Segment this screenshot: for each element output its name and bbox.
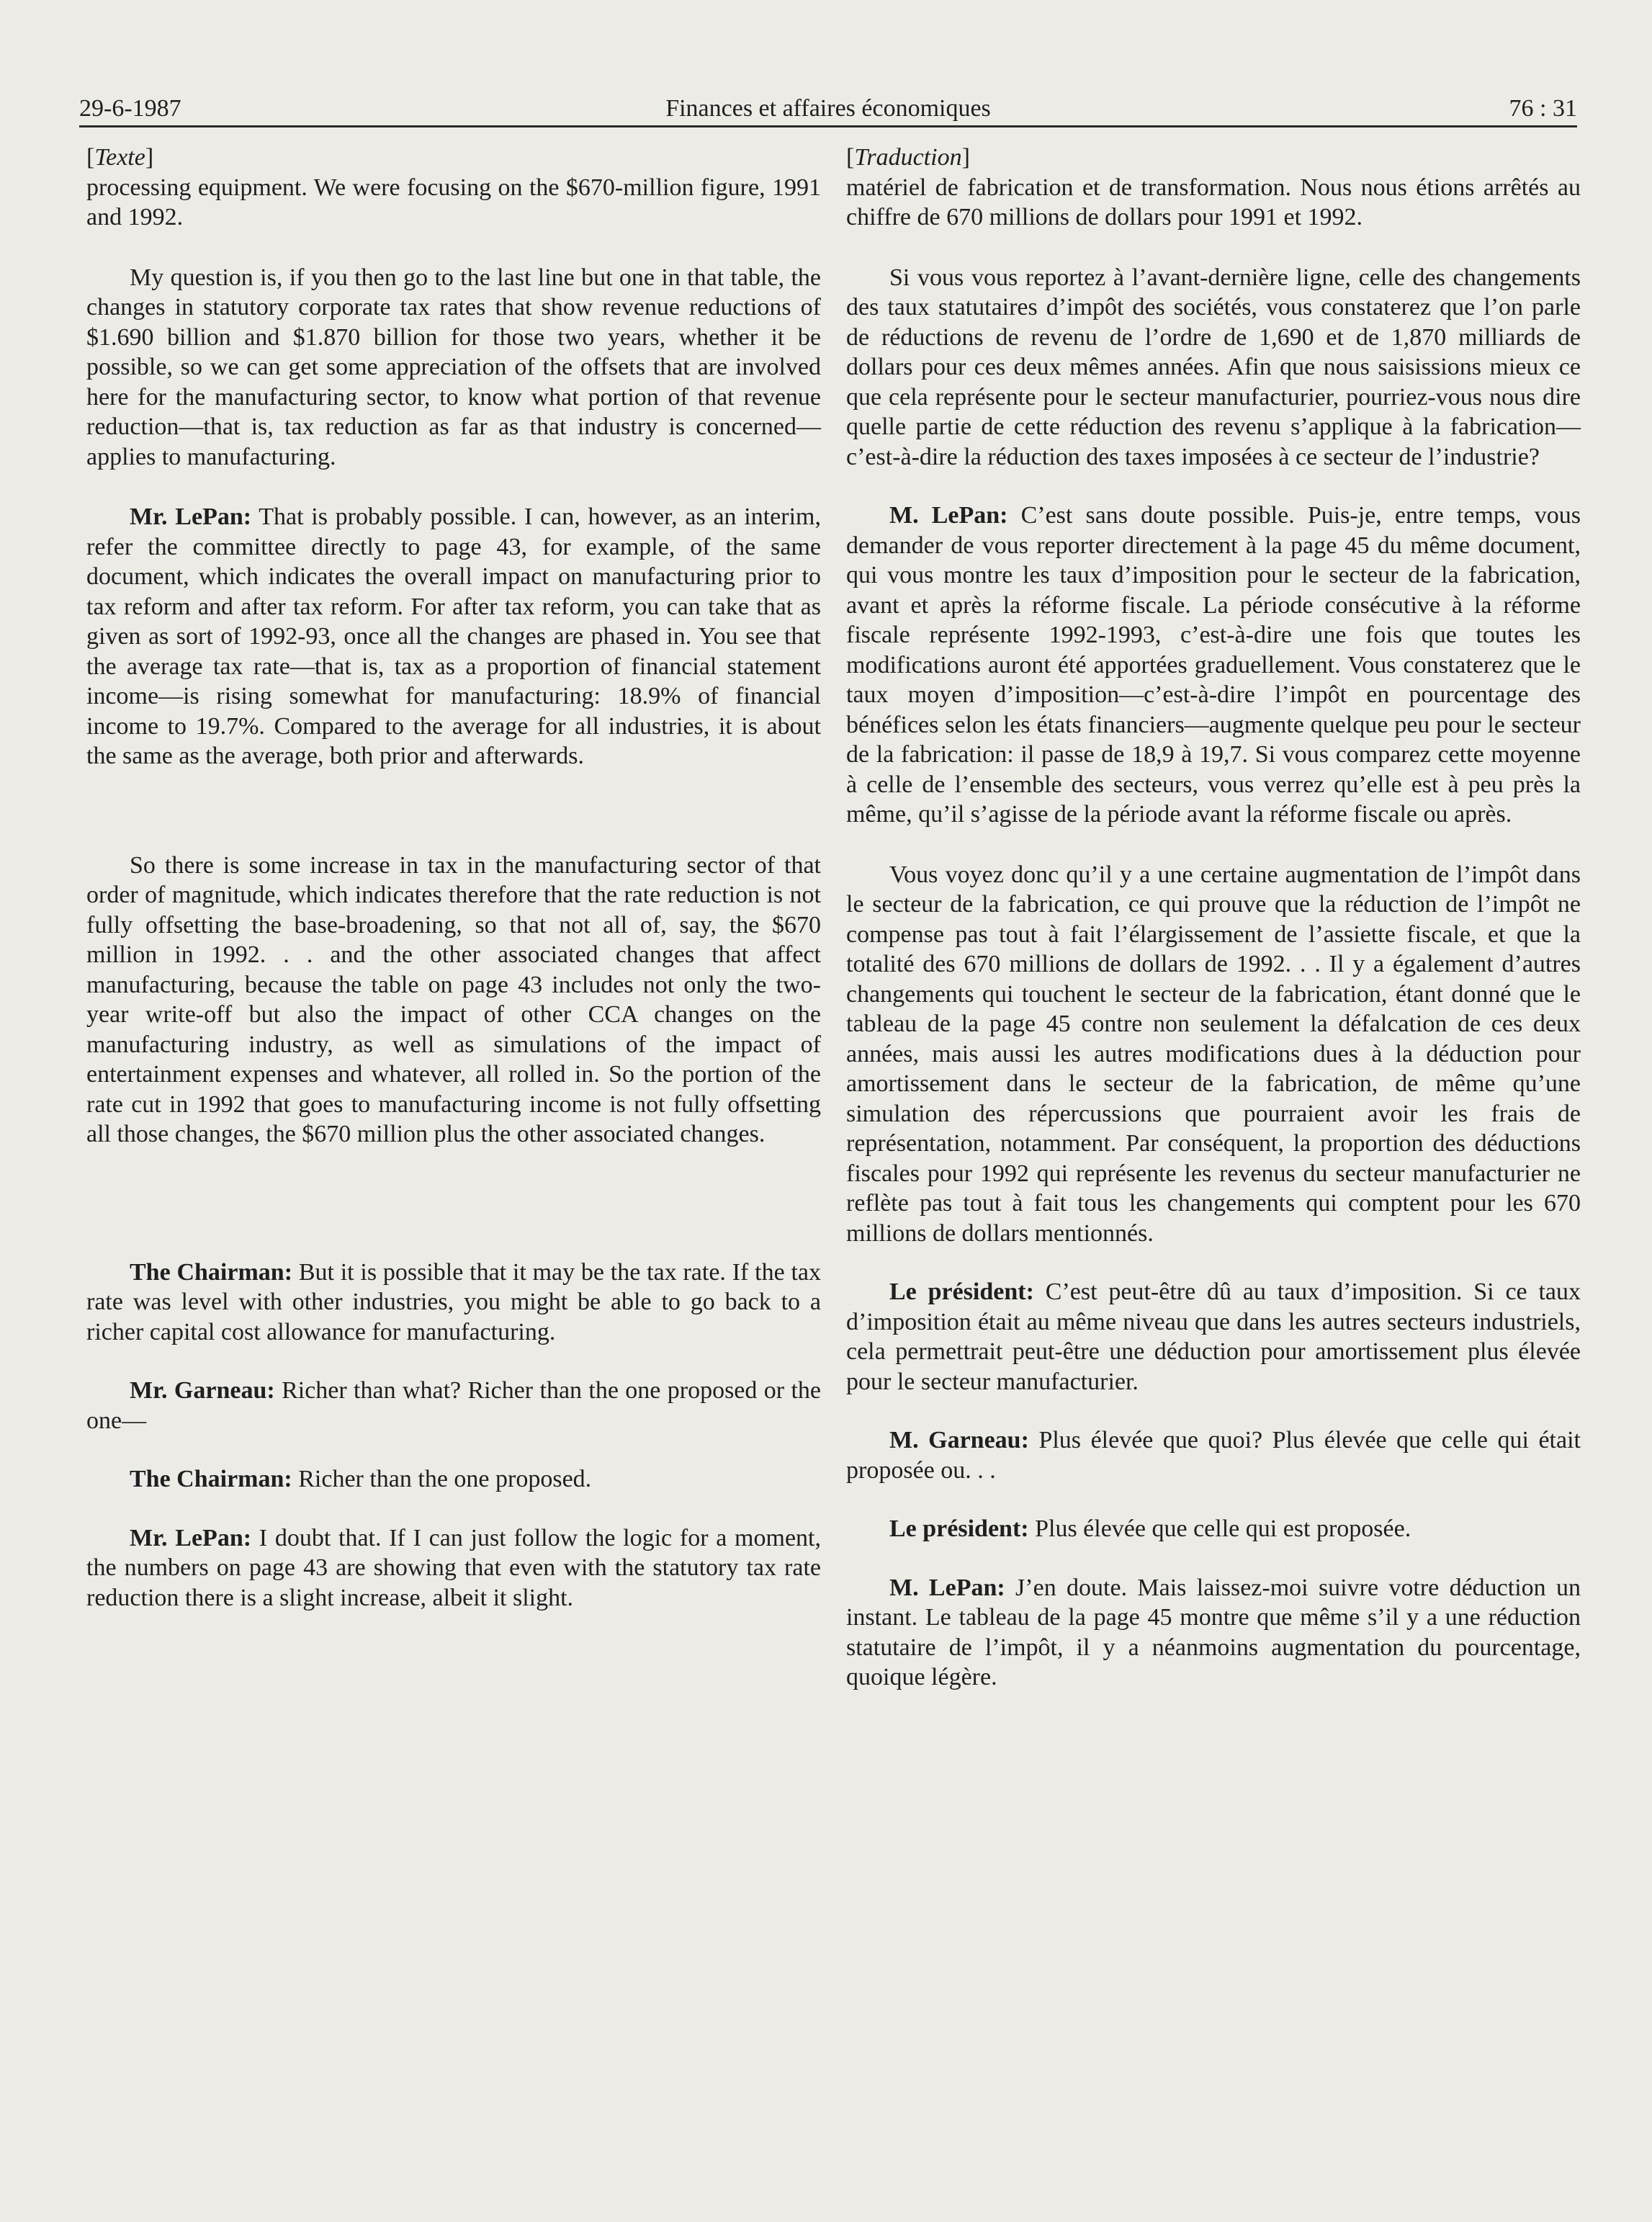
tag-text: Traduction [854, 144, 962, 171]
paragraph-7 [846, 1514, 1581, 1544]
language-tag-english: [Texte] [86, 144, 154, 171]
speech-text: But it is possible that it may be the tax rate. If the tax rate was level with other industries, you might be able to go back to a richer capital cost allowance for manufacturing. [86, 1258, 822, 1345]
language-tag-french: [Traduction] [846, 144, 970, 171]
speech-text: Richer than the one proposed. [292, 1466, 592, 1492]
french-column [846, 143, 1581, 1693]
paragraph-1: processing equipment. We were focusing on the $670-million figure, 1991 and 1992. [86, 174, 821, 230]
speech-text: That is probably possible. I can, however, as an interim, refer the committee directly to page 43, for example, of the same document, which indicates the overall impact on manufacturing prior to tax reform and after tax reform. For after tax reform, you can take that as given as sort of 1992-93, once all the changes are phased in. You see that the average tax rate—that is, tax as a proportion of financial statement income—is rising somewhat for manufacturing: 18.9% of financial income to 19.7%. Compared to the average for all industries, it is about the same as the average, both prior and afterwards. [86, 503, 821, 769]
paragraph-5 [86, 1258, 821, 1348]
header-page-number: 76 : 31 [1509, 95, 1577, 122]
paragraph-2: Si vous vous reportez à l’avant-dernière ligne, celle des changements des taux statutaires d’impôt des sociétés, vous constaterez que l’on parle de réductions de revenu de l’ordre de 1,690 et de 1,870 milliards de dollars pour ces deux mêmes années. Afin que nous saisissions mieux ce que cela représente pour le secteur manufacturier, pourriez-vous nous dire quelle partie de cette réduction des revenu s’applique à la fabrication—c’est-à-dire la réduction des taxes imposées à ce secteur de l’industrie? [846, 264, 1581, 470]
speech-text: Richer than what? Richer than the one proposed or the one— [86, 1377, 821, 1434]
speech-text: Plus élevée que celle qui est proposée. [1028, 1515, 1411, 1542]
paragraph-1: matériel de fabrication et de transformation. Nous nous étions arrêtés au chiffre de 670 millions de dollars pour 1991 et 1992. [846, 174, 1581, 230]
speaker-name: Le président: [889, 1515, 1029, 1542]
paragraph-4: Vous voyez donc qu’il y a une certaine augmentation de l’impôt dans le secteur de la fabrication, ce qui prouve que la réduction de l’impôt ne compense pas tout à fait l’élargissement de l’assiette fiscale, et que la totalité des 670 millions de dollars de 1992. . . Il y a également d’autres changements qui touchent le secteur de la fabrication, étant donné que le tableau de la page 45 contre non seulement la défalcation de ces deux années, mais aussi les autres modifications dues à la déduction pour amortissement dans le secteur de la fabrication, de même qu’une simulation des répercussions que pourraient avoir les frais de représentation, notamment. Par conséquent, la proportion des déductions fiscales pour 1992 qui représente les revenus du secteur manufacturier ne reflète pas tout à fait tous les changements qui comptent pour les 670 millions de dollars mentionnés. [846, 861, 1581, 1247]
speaker-name: Mr. Garneau: [130, 1377, 275, 1404]
paragraph-4: So there is some increase in tax in the manufacturing sector of that order of magnitude, which indicates therefore that the rate reduction is not fully offsetting the base-broadening, so that not all of, say, the $670 million in 1992. . . and the other associated changes that affect manufacturing, because the table on page 43 includes not only the two-year write-off but also the impact of other CCA changes on the manufacturing industry, as well as simulations of the impact of entertainment expenses and whatever, all rolled in. So the portion of the rate cut in 1992 that goes to manufacturing income is not fully offsetting all those changes, the $670 million plus the other associated changes. [86, 851, 821, 1147]
speaker-name: The Chairman: [130, 1258, 293, 1286]
speech-text: I doubt that. If I can just follow the logic for a moment, the numbers on page 43 are showing that even with the statutory tax rate reduction there is a slight increase, albeit it slight. [86, 1524, 821, 1611]
paragraph-2: My question is, if you then go to the last line but one in that table, the changes in statutory corporate tax rates that show revenue reductions of $1.690 billion and $1.870 billion for those two years, whether it be possible, so we can get some appreciation of the offsets that are involved here for the manufacturing sector, to know what portion of that revenue reduction—that is, tax reduction as far as that industry is concerned—applies to manufacturing. [86, 264, 821, 470]
speech-text: Plus élevée que quoi? Plus élevée que celle qui était proposée ou. . . [846, 1427, 1581, 1484]
header-title: Finances et affaires économiques [665, 95, 991, 122]
speech-text: C’est sans doute possible. Puis-je, entre temps, vous demander de vous reporter directement à la page 45 du même document, qui vous montre les taux d’imposition pour le secteur de la fabrication, avant et après la réforme fiscale. La période consécutive à la réforme fiscale représente 1992-1993, c’est-à-dire une fois que toutes les modifications auront été apportées graduellement. Vous constaterez que le taux moyen d’imposition—c’est-à-dire l’impôt en pourcentage des bénéfices selon les états financiers—augmente quelque peu pour le secteur de la fabrication: il passe de 18,9 à 19,7. Si vous comparez cette moyenne à celle de l’ensemble des secteurs, vous verrez qu’elle est à peu près la même, qu’il s’agisse de la période avant la réforme fiscale ou après. [846, 502, 1581, 828]
speech-text: J’en doute. Mais laissez-moi suivre votre déduction un instant. Le tableau de la page 45 montre que même s’il y a une réduction statutaire de l’impôt, il y a néanmoins augmentation du pourcentage, quoique légère. [846, 1574, 1581, 1690]
speaker-name: M. Garneau: [889, 1427, 1029, 1453]
paragraph-6 [86, 1376, 821, 1435]
paragraph-8 [846, 1573, 1581, 1693]
paragraph-6 [846, 1425, 1581, 1485]
speaker-name: M. LePan: [889, 1574, 1005, 1601]
english-column [86, 143, 821, 1613]
paragraph-3 [846, 501, 1581, 830]
page-header [79, 81, 1577, 127]
speaker-name: M. LePan: [889, 502, 1008, 529]
paragraph-8 [86, 1523, 821, 1613]
speaker-name: Mr. LePan: [130, 1524, 252, 1551]
speaker-name: Le président: [889, 1278, 1034, 1305]
paragraph-3 [86, 502, 821, 771]
tag-text: Texte [94, 144, 145, 171]
paragraph-5 [846, 1277, 1581, 1397]
paragraph-7 [86, 1464, 821, 1495]
speaker-name: The Chairman: [130, 1466, 292, 1492]
speaker-name: Mr. LePan: [130, 503, 252, 530]
header-date: 29-6-1987 [79, 95, 181, 122]
speech-text: C’est peut-être dû au taux d’imposition. Si ce taux d’imposition était au même niveau que dans les autres secteurs industriels, cela permettrait peut-être une déduction pour amortissement plus élevée pour le secteur manufacturier. [846, 1278, 1581, 1395]
